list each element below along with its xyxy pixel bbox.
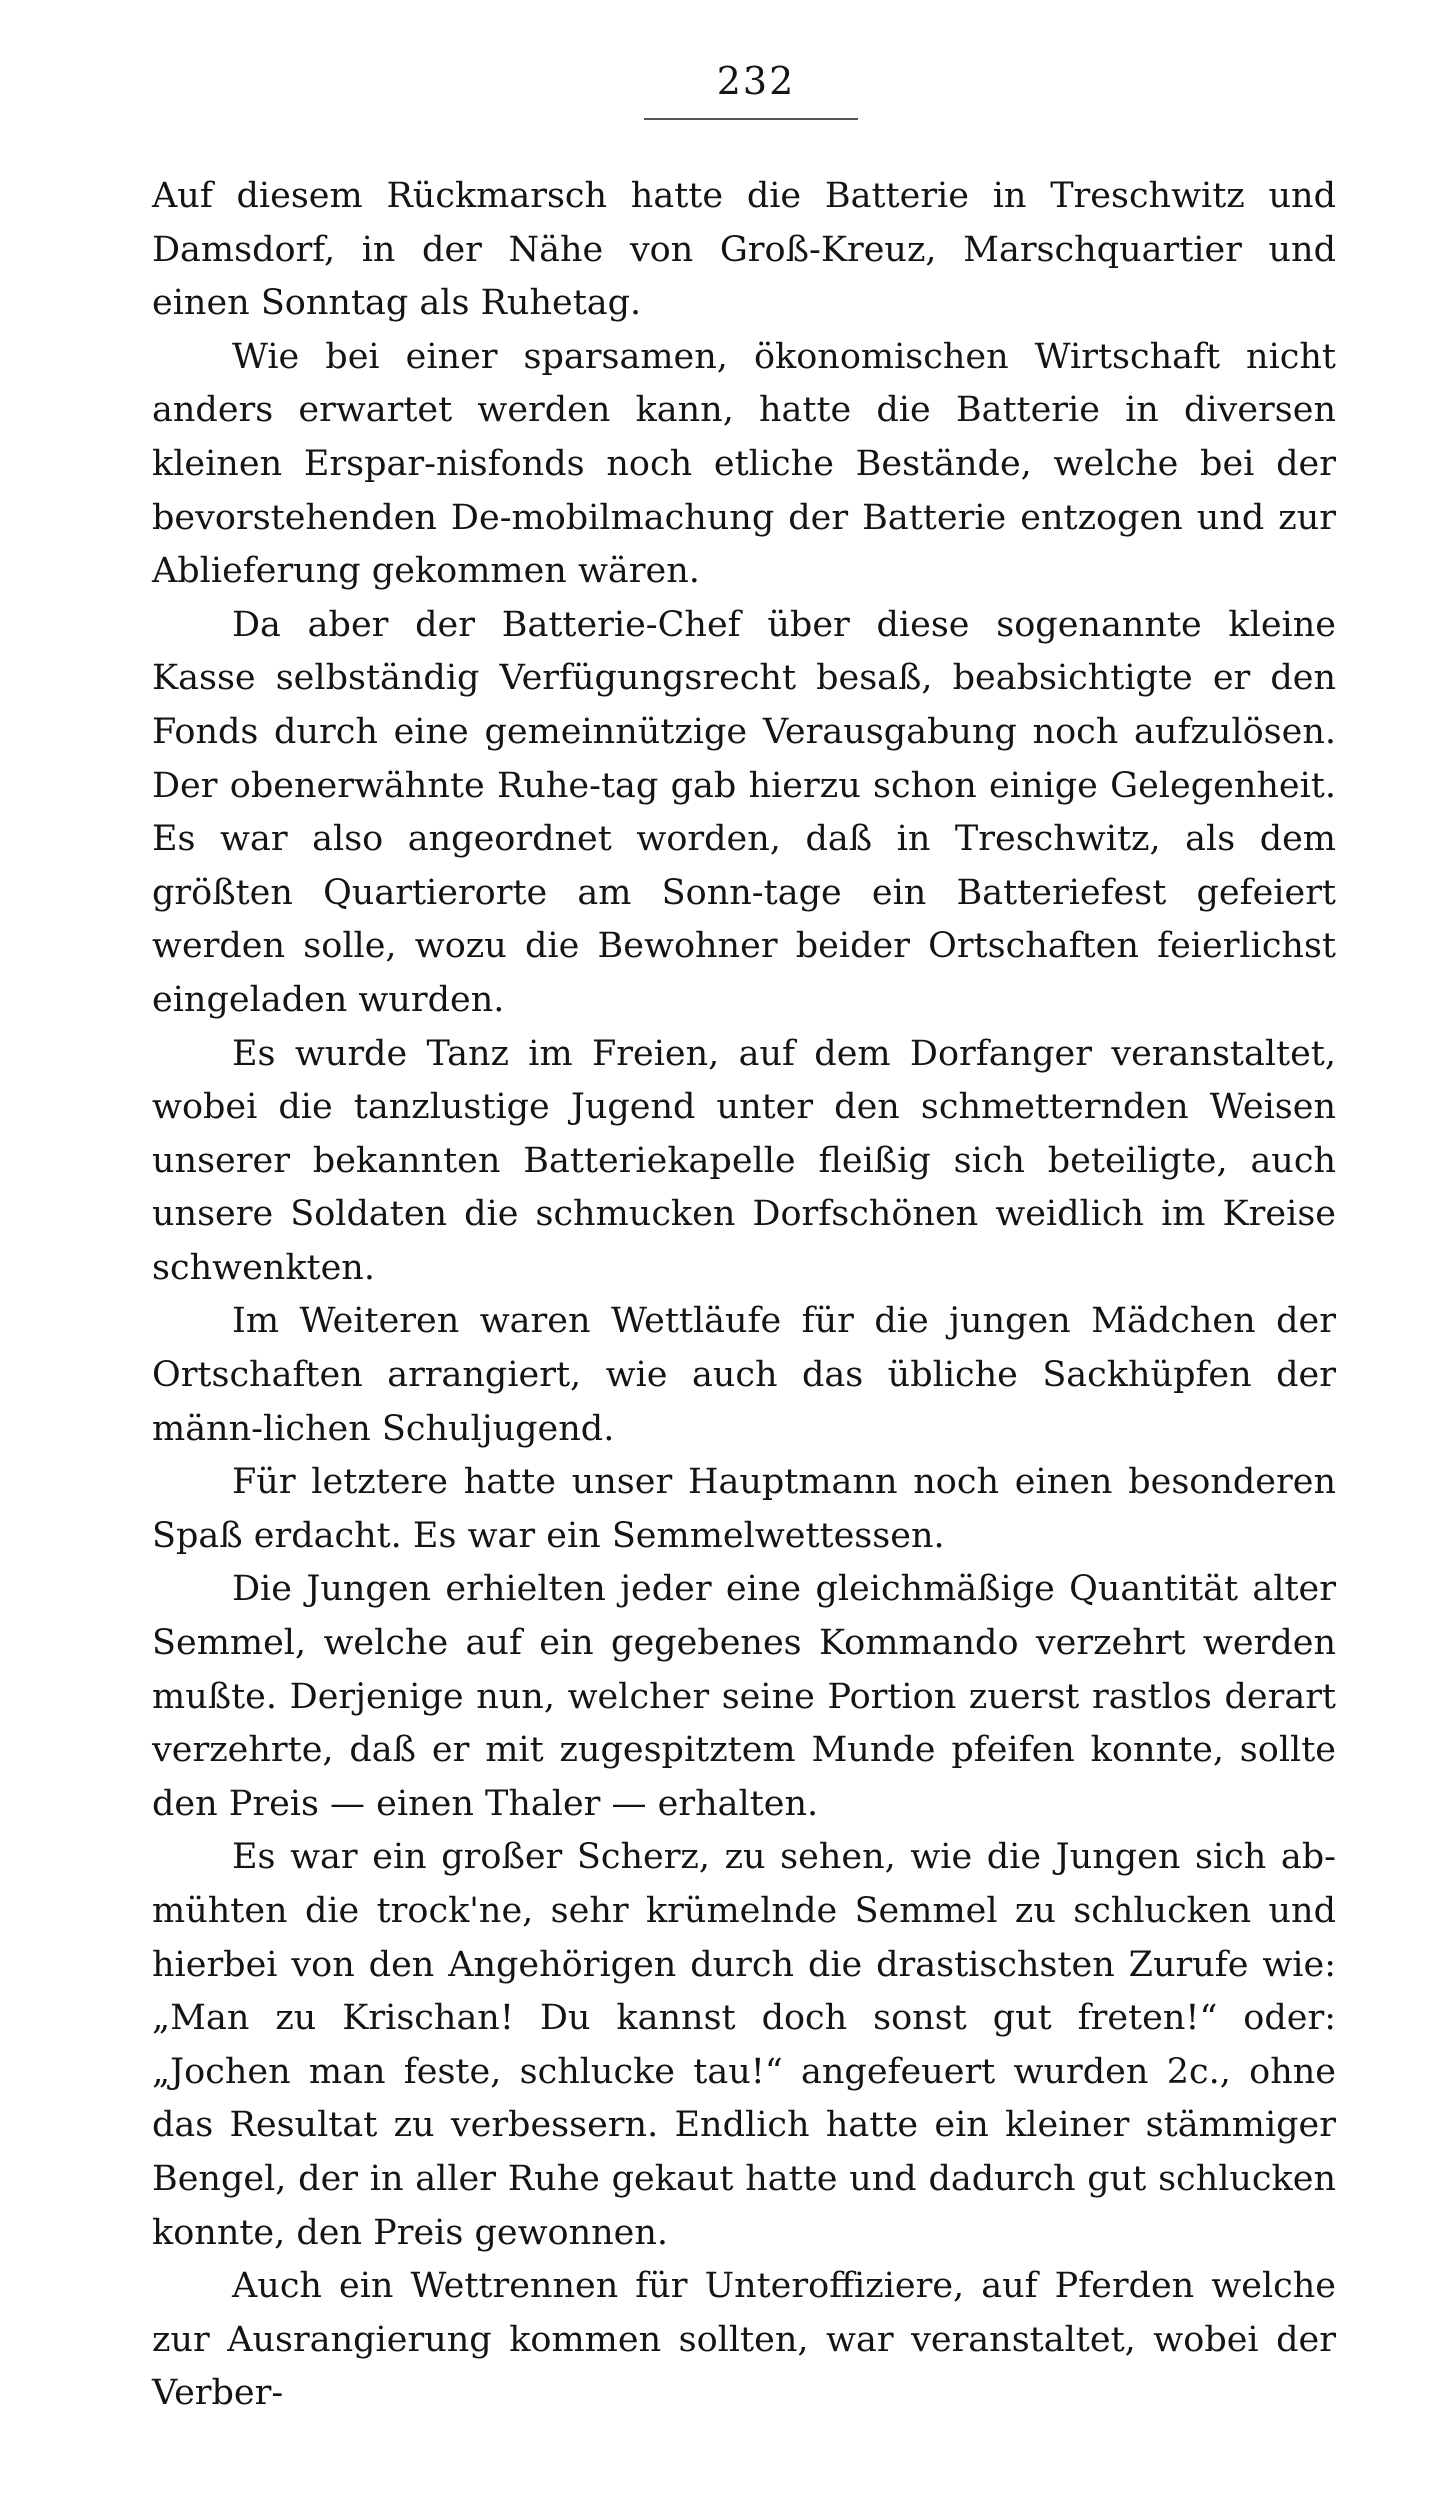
paragraph-1: Auf diesem Rückmarsch hatte die Batterie in Treschwitz und Damsdorf, in der Nähe von Groß-Kreuz, Marschquartier und einen Sonntag als Ruhetag. <box>152 176 1336 324</box>
header-rule <box>644 118 858 120</box>
body-text <box>152 170 1336 2421</box>
paragraph-6: Für letztere hatte unser Hauptmann noch einen besonderen Spaß erdacht. Es war ein Semmelwettessen. <box>152 1462 1336 1556</box>
paragraph-9: Auch ein Wettrennen für Unteroffiziere, auf Pferden welche zur Ausrangierung kommen sollten, war veranstaltet, wobei der Verber- <box>152 2266 1336 2414</box>
paragraph-7: Die Jungen erhielten jeder eine gleichmäßige Quantität alter Semmel, welche auf ein gegebenes Kommando verzehrt werden mußte. Derjenige nun, welcher seine Portion zuerst rastlos derart verzehrte, daß er mit zugespitztem Munde pfeifen konnte, sollte den Preis — einen Thaler — erhalten. <box>152 1569 1336 1824</box>
paragraph-4: Es wurde Tanz im Freien, auf dem Dorfanger veranstaltet, wobei die tanzlustige Jugend unter den schmetternden Weisen unserer bekannten Batteriekapelle fleißig sich beteiligte, auch unsere Soldaten die schmucken Dorfschönen weidlich im Kreise schwenkten. <box>152 1033 1336 1288</box>
page-number: 232 <box>716 59 796 103</box>
paragraph-2: Wie bei einer sparsamen, ökonomischen Wirtschaft nicht anders erwartet werden kann, hatte die Batterie in diversen kleinen Erspar-nisfonds noch etliche Bestände, welche bei der bevorstehenden De-mobilmachung der Batterie entzogen und zur Ablieferung gekommen wären. <box>152 336 1336 592</box>
paragraph-3: Da aber der Batterie-Chef über diese sogenannte kleine Kasse selbständig Verfügungsrecht besaß, beabsichtigte er den Fonds durch eine gemeinnützige Verausgabung noch aufzulösen. Der obenerwähnte Ruhe-tag gab hierzu schon einige Gelegenheit. Es war also angeordnet worden, daß in Treschwitz, als dem größten Quartierorte am Sonn-tage ein Batteriefest gefeiert werden solle, wozu die Bewohner beider Ortschaften feierlichst eingeladen wurden. <box>152 604 1336 1020</box>
paragraph-8: Es war ein großer Scherz, zu sehen, wie die Jungen sich ab-mühten die trock'ne, sehr krümelnde Semmel zu schlucken und hierbei von den Angehörigen durch die drastischsten Zurufe wie: „Man zu Krischan! Du kannst doch sonst gut freten!“ oder: „Jochen man feste, schlucke tau!“ angefeuert wurden 2c., ohne das Resultat zu verbessern. Endlich hatte ein kleiner stämmiger Bengel, der in aller Ruhe gekaut hatte und dadurch gut schlucken konnte, den Preis gewonnen. <box>152 1837 1336 2253</box>
paragraph-5: Im Weiteren waren Wettläufe für die jungen Mädchen der Ortschaften arrangiert, wie auch das übliche Sackhüpfen der männ-lichen Schuljugend. <box>152 1301 1336 1449</box>
